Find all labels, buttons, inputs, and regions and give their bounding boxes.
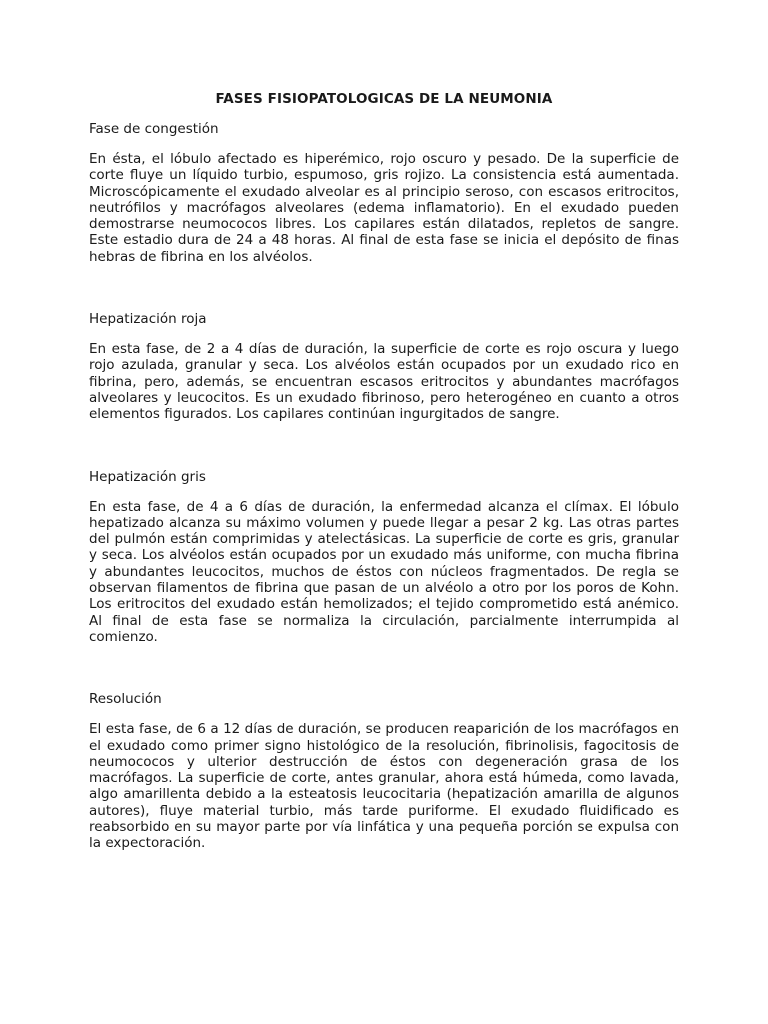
section-heading: Resolución	[89, 691, 162, 708]
section-congestion	[89, 120, 679, 265]
document-content	[89, 90, 679, 897]
section-paragraph: El esta fase, de 6 a 12 días de duración, se producen reaparición de los macrófagos en el exudado como primer signo histológico de la resolución, fibrinolisis, fagocitosis de neumococos y ulterior destrucción de éstos con degeneración grasa de los macrófagos. La superficie de corte, antes granular, ahora está húmeda, como lavada, algo amarillenta debido a la esteatosis leucocitaria (hepatización amarilla de algunos autores), fluye material turbio, más tarde puriforme. El exudado fluidificado es reabsorbido en su mayor parte por vía linfática y una pequeña porción se expulsa con la expectoración.	[89, 721, 679, 852]
document-title: FASES FISIOPATOLOGICAS DE LA NEUMONIA	[215, 91, 553, 107]
section-heading: Fase de congestión	[89, 121, 219, 137]
section-paragraph: En esta fase, de 2 a 4 días de duración, la superficie de corte es rojo oscura y luego rojo azulada, granular y seca. Los alvéolos están ocupados por un exudado rico en fibrina, pero, además, se encuentran escasos eritrocitos y abundantes macrófagos alveolares y leucocitos. Es un exudado fibrinoso, pero heterogéneo en cuanto a otros elementos figurados. Los capilares continúan ingurgitados de sangre.	[89, 341, 679, 423]
section-hepatizacion-gris	[89, 468, 679, 646]
section-resolucion	[89, 690, 679, 851]
section-hepatizacion-roja	[89, 310, 679, 422]
section-heading: Hepatización roja	[89, 311, 207, 328]
section-paragraph: En ésta, el lóbulo afectado es hiperémico, rojo oscuro y pesado. De la superficie de corte fluye un líquido turbio, espumoso, gris rojizo. La consistencia está aumentada. Microscópicamente el exudado alveolar es al principio seroso, con escasos eritrocitos, neutrófilos y macrófagos alveolares (edema inflamatorio). En el exudado pueden demostrarse neumococos libres. Los capilares están dilatados, repletos de sangre. Este estadio dura de 24 a 48 horas. Al final de esta fase se inicia el depósito de finas hebras de fibrina en los alvéolos.	[89, 151, 679, 265]
section-paragraph: En esta fase, de 4 a 6 días de duración, la enfermedad alcanza el clímax. El lóbulo hepatizado alcanza su máximo volumen y puede llegar a pesar 2 kg. Las otras partes del pulmón están comprimidas y atelectásicas. La superficie de corte es gris, granular y seca. Los alvéolos están ocupados por un exudado más uniforme, con mucha fibrina y abundantes leucocitos, muchos de éstos con núcleos fragmentados. De regla se observan filamentos de fibrina que pasan de un alvéolo a otro por los poros de Kohn. Los eritrocitos del exudado están hemolizados; el tejido comprometido está anémico. Al final de esta fase se normaliza la circulación, parcialmente interrumpida al comienzo.	[89, 498, 679, 645]
section-heading: Hepatización gris	[89, 468, 206, 485]
